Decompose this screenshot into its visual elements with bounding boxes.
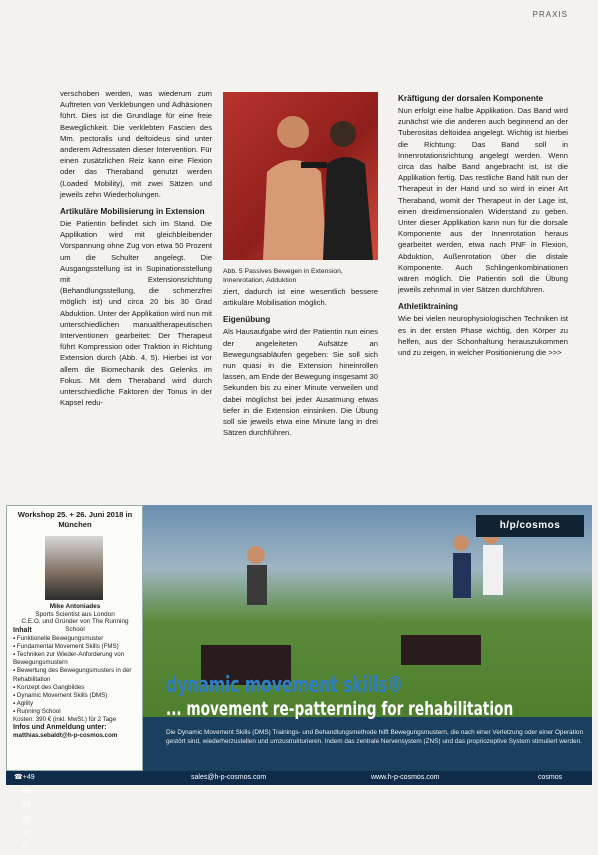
ad-tagline-sub: ... movement re-patterning for rehabilitation — [166, 698, 514, 720]
footer-code: cosmos — [538, 774, 563, 781]
paragraph-kraeftigung: Nun erfolgt eine halbe Applikation. Das Band wird zunächst wie die anderen auch beginnend an der Tuberositas deltoidea angelegt. Wichtig ist hierbei die Richtung: Das Band soll in Innenrotationsrichtung angelegt werden. Wenn circa das halbe Band angebracht ist, ist die Applikation fertig. Das restliche Band hält nun der Therapeut in der Hand und so wird in einer Art Theraband, womit der Therapeut in der Lage ist, einen dreidimensionalen Widerstand zu geben. Unter dieser Applikation kann nun für die dorsale Komponente aus der Innenrotation heraus gearbeitet werden, etwa nach PNF in Flexion, Abduktion, Außenrotation über die distale Komponente. Auch Schlingenkombinationen wären möglich. Die Patientin soll die Übung jeweils zehnmal in vier Sätzen durchführen. — [398, 106, 568, 295]
ad-description: Die Dynamic Movement Skills (DMS) Trainings- und Behandlungsmethode hilft Bewegungsmustern, die nach einer Verletzung oder einer Operation gestört sind, wiederherzustellen und umzustrukturieren. Indem das zentrale Nervensystem (ZNS) und das propriozeptive System stimuliert werden. — [166, 729, 584, 745]
ad-footer-bar — [6, 771, 592, 851]
topic-item: ▪ Funktionelle Bewegungsmuster — [13, 635, 104, 643]
section-heading-extension: Artikuläre Mobilisierung in Extension — [60, 207, 205, 217]
topic-item: ▪ Konzept des Gangbildes — [13, 683, 85, 691]
topic-item: ▪ Techniken zur Wieder-Anforderung von Bewegungsmustern — [13, 651, 125, 667]
advertisement-banner[interactable] — [6, 505, 592, 771]
speaker-name: Mike Antoniades — [49, 603, 101, 610]
contact-email-link[interactable]: matthias.sebaldt@h-p-cosmos.com — [13, 732, 118, 740]
workshop-date: Workshop 25. + 26. Juni 2018 in München — [17, 510, 133, 529]
text-column-1 — [60, 88, 212, 408]
topic-item: ▪ Fundamental Movement Skills (FMS) — [13, 643, 119, 651]
topic-item: ▪ Bewertung des Bewegungsmusters in der Rehabilitation — [13, 667, 132, 683]
text-column-3 — [398, 93, 568, 358]
topic-item: ▪ Agility — [13, 699, 34, 707]
workshop-price: Kosten: 390 € (inkl. MwSt.) für 2 Tage — [13, 716, 117, 724]
text-column-2 — [223, 286, 378, 438]
workshop-content — [13, 627, 139, 740]
footer-email-link[interactable]: sales@h-p-cosmos.com — [191, 774, 267, 781]
topic-item: ▪ Dynamic Movement Skills (DMS) — [13, 691, 108, 699]
footer-web-link[interactable]: www.h-p-cosmos.com — [371, 774, 440, 781]
paragraph-eigenuebung: Als Hausaufgabe wird der Patientin nun eines der angeleiteten Aufsätze an Bewegungsabläufen gegeben: Sie soll sich nun quasi in die Extension hineinrollen lassen, am Ende der Bewegung insgesamt 30 Sekunden bis zu einer Minute verweilen und dabei möglichst bei jeder Ausatmung etwas tiefer in die Extension einsinken. Die Übung soll sie jeweils etwa eine Minute lang in drei Sätzen durchführen. — [223, 327, 378, 438]
section-heading-eigenuebung: Eigenübung — [223, 315, 271, 325]
running-title: PRAXIS — [532, 10, 568, 19]
speaker-role-2: C.E.O. und Gründer von The Running School — [21, 618, 129, 633]
paragraph-extension: Die Patientin befindet sich im Stand. Die Applikation wird mit gleichbleibender Vorspannung ohne Zug von etwa 50 Prozent um die Schulter angelegt. Die Ausgangsstellung ist in Supinationsstellung mit Extensionsrichtung (Behandlungsstellung, die schmerzfrei möglich ist) und circa 20 bis 30 Grad Abduktion. Unter der Applikation wird nun mit unterschiedlichen manualtherapeutischen Interventionen gearbeitet: Der Therapeut führt Kompression oder Traktion in Richtung Extension durch (Abb. 4, 5). Hierbei ist vor allem die Biomechanik des Gelenks im Fokus. Mit dem Theraband wird durch unterschiedliche Faktoren der Tonus in der Kapsel redu- — [60, 219, 212, 408]
paragraph-lead: ziert, dadurch ist eine wesentlich bessere artikuläre Mobilisation möglich. — [223, 287, 378, 308]
brand-logo: h/p/cosmos — [476, 515, 584, 537]
paragraph-athletik: Wie bei vielen neurophysiologischen Techniken ist es in der ersten Phase wichtig, den Körper zu helfen, aus der Schonhaltung herauszukommen und zu zeigen, in welcher Positionierung die >>> — [398, 314, 568, 358]
workshop-info-box — [6, 505, 143, 771]
topic-item: ▪ Running School — [13, 707, 61, 715]
figure-photo-therapy — [223, 92, 378, 260]
speaker-photo — [45, 536, 103, 600]
figure-caption: Abb. 5 Passives Bewegen in Extension, Innenrotation, Adduktion — [223, 268, 343, 284]
ad-tagline-main: dynamic movement skills® — [166, 673, 403, 698]
content-heading: Inhalt — [13, 627, 32, 634]
section-heading-athletik: Athletiktraining — [398, 302, 459, 312]
speaker-role-1: Sports Scientist aus London — [35, 610, 115, 618]
footer-phone[interactable]: ☎ +49 86 69 86 42 0 — [14, 774, 35, 851]
paragraph-intro: verschoben werden, was wiederum zum Auftreten von Verklebungen und Adhäsionen führt. Dies ist die Grundlage für eine freie Beweglichkeit. Die verklebten Fascien des Mm. pectoralis und deltoideus sind unter anderem Adressaten dieser Intervention. Für einen zusätzlichen Reiz kann eine Flexion oder das Theraband genutzt werden (Loaded Mobility), mit zwei Sätzen und jeweils zehn Wiederholungen. — [60, 89, 212, 199]
section-heading-kraeftigung: Kräftigung der dorsalen Komponente — [398, 94, 544, 103]
contact-label: Infos und Anmeldung unter: — [13, 724, 107, 732]
